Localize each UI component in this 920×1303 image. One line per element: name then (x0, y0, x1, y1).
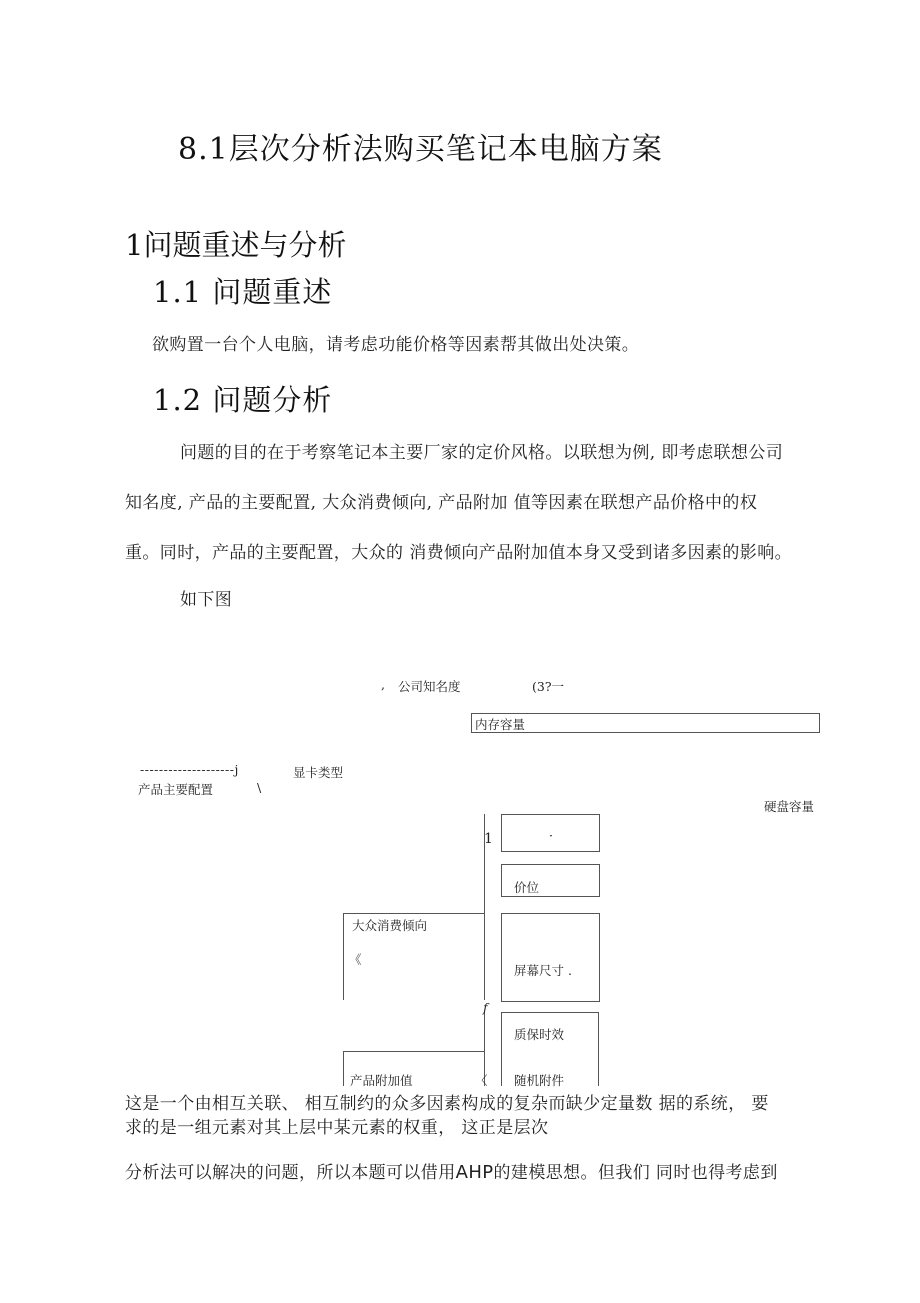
paragraph-line: 这是一个由相互关联、 相互制约的众多因素构成的复杂而缺少定量数 据的系统， 要 (125, 1094, 769, 1114)
ahp-term: AHP (455, 1162, 494, 1183)
warranty-top-line (501, 1012, 598, 1013)
label-code: (3?一 (532, 679, 565, 694)
subsection-heading-1: 1.1 问题重述 (153, 275, 333, 309)
label-warranty: 质保时效 (514, 1027, 565, 1042)
label-main-config: 产品主要配置 (138, 782, 214, 797)
warranty-left-line (501, 1012, 502, 1086)
diagram-f-mark: f (483, 1000, 488, 1015)
addon-top-line (343, 1051, 484, 1052)
label-accessories: 随机附件 (514, 1073, 565, 1088)
page-title: 8.1层次分析法购买笔记本电脑方案 (178, 132, 663, 167)
diagram-comma: , (381, 677, 385, 692)
label-one: 1 (484, 831, 493, 847)
label-company-reputation: 公司知名度 (398, 679, 461, 694)
paragraph-line: 求的是一组元素对其上层中某元素的权重， 这正是层次 (125, 1118, 549, 1138)
dashed-connector: --------------------j (140, 762, 239, 777)
screen-box (501, 913, 600, 1002)
addon-left-line (343, 1051, 344, 1086)
line-text-a: 分析法可以解决的问题，所以本题可以借用 (125, 1163, 456, 1183)
paragraph-line: 问题的目的在于考察笔记本主要厂家的定价风格。以联想为例, 即考虑联想公司 (180, 443, 784, 463)
label-gpu: 显卡类型 (293, 765, 344, 780)
label-consumer-tendency: 大众消费倾向 (352, 918, 428, 933)
paragraph-line: 知名度, 产品的主要配置, 大众消费倾向, 产品附加 值等因素在联想产品价格中的权 (125, 493, 758, 513)
label-disk: 硬盘容量 (764, 799, 815, 814)
warranty-right-line (598, 1012, 599, 1086)
label-screen: 屏幕尺寸 . (514, 963, 572, 978)
subsection-heading-2: 1.2 问题分析 (153, 383, 333, 417)
label-price: 价位 (514, 880, 540, 895)
diagram-bracket-1: 《 (349, 952, 362, 967)
label-addon-value: 产品附加值 (350, 1073, 413, 1088)
paragraph-figure-ref: 如下图 (180, 590, 233, 610)
diagram-dot: · (549, 828, 553, 843)
paragraph-line-final (125, 1158, 778, 1183)
line-text-b: 的建模思想。但我们 同时也得考虑到 (493, 1163, 778, 1183)
diagram-backslash: \ (257, 780, 262, 795)
paragraph-line: 重。同时，产品的主要配置，大众的 消费倾向产品附加值本身又受到诸多因素的影响。 (125, 543, 793, 563)
consumer-top-line (343, 913, 484, 914)
label-memory: 内存容量 (475, 717, 526, 732)
consumer-left-line (343, 913, 344, 1000)
section-heading: 1问题重述与分析 (125, 228, 347, 262)
paragraph-problem-restatement: 欲购置一台个人电脑，请考虑功能价格等因素帮其做出处决策。 (152, 335, 640, 355)
diagram-bracket-2: 〈 (475, 1073, 488, 1088)
